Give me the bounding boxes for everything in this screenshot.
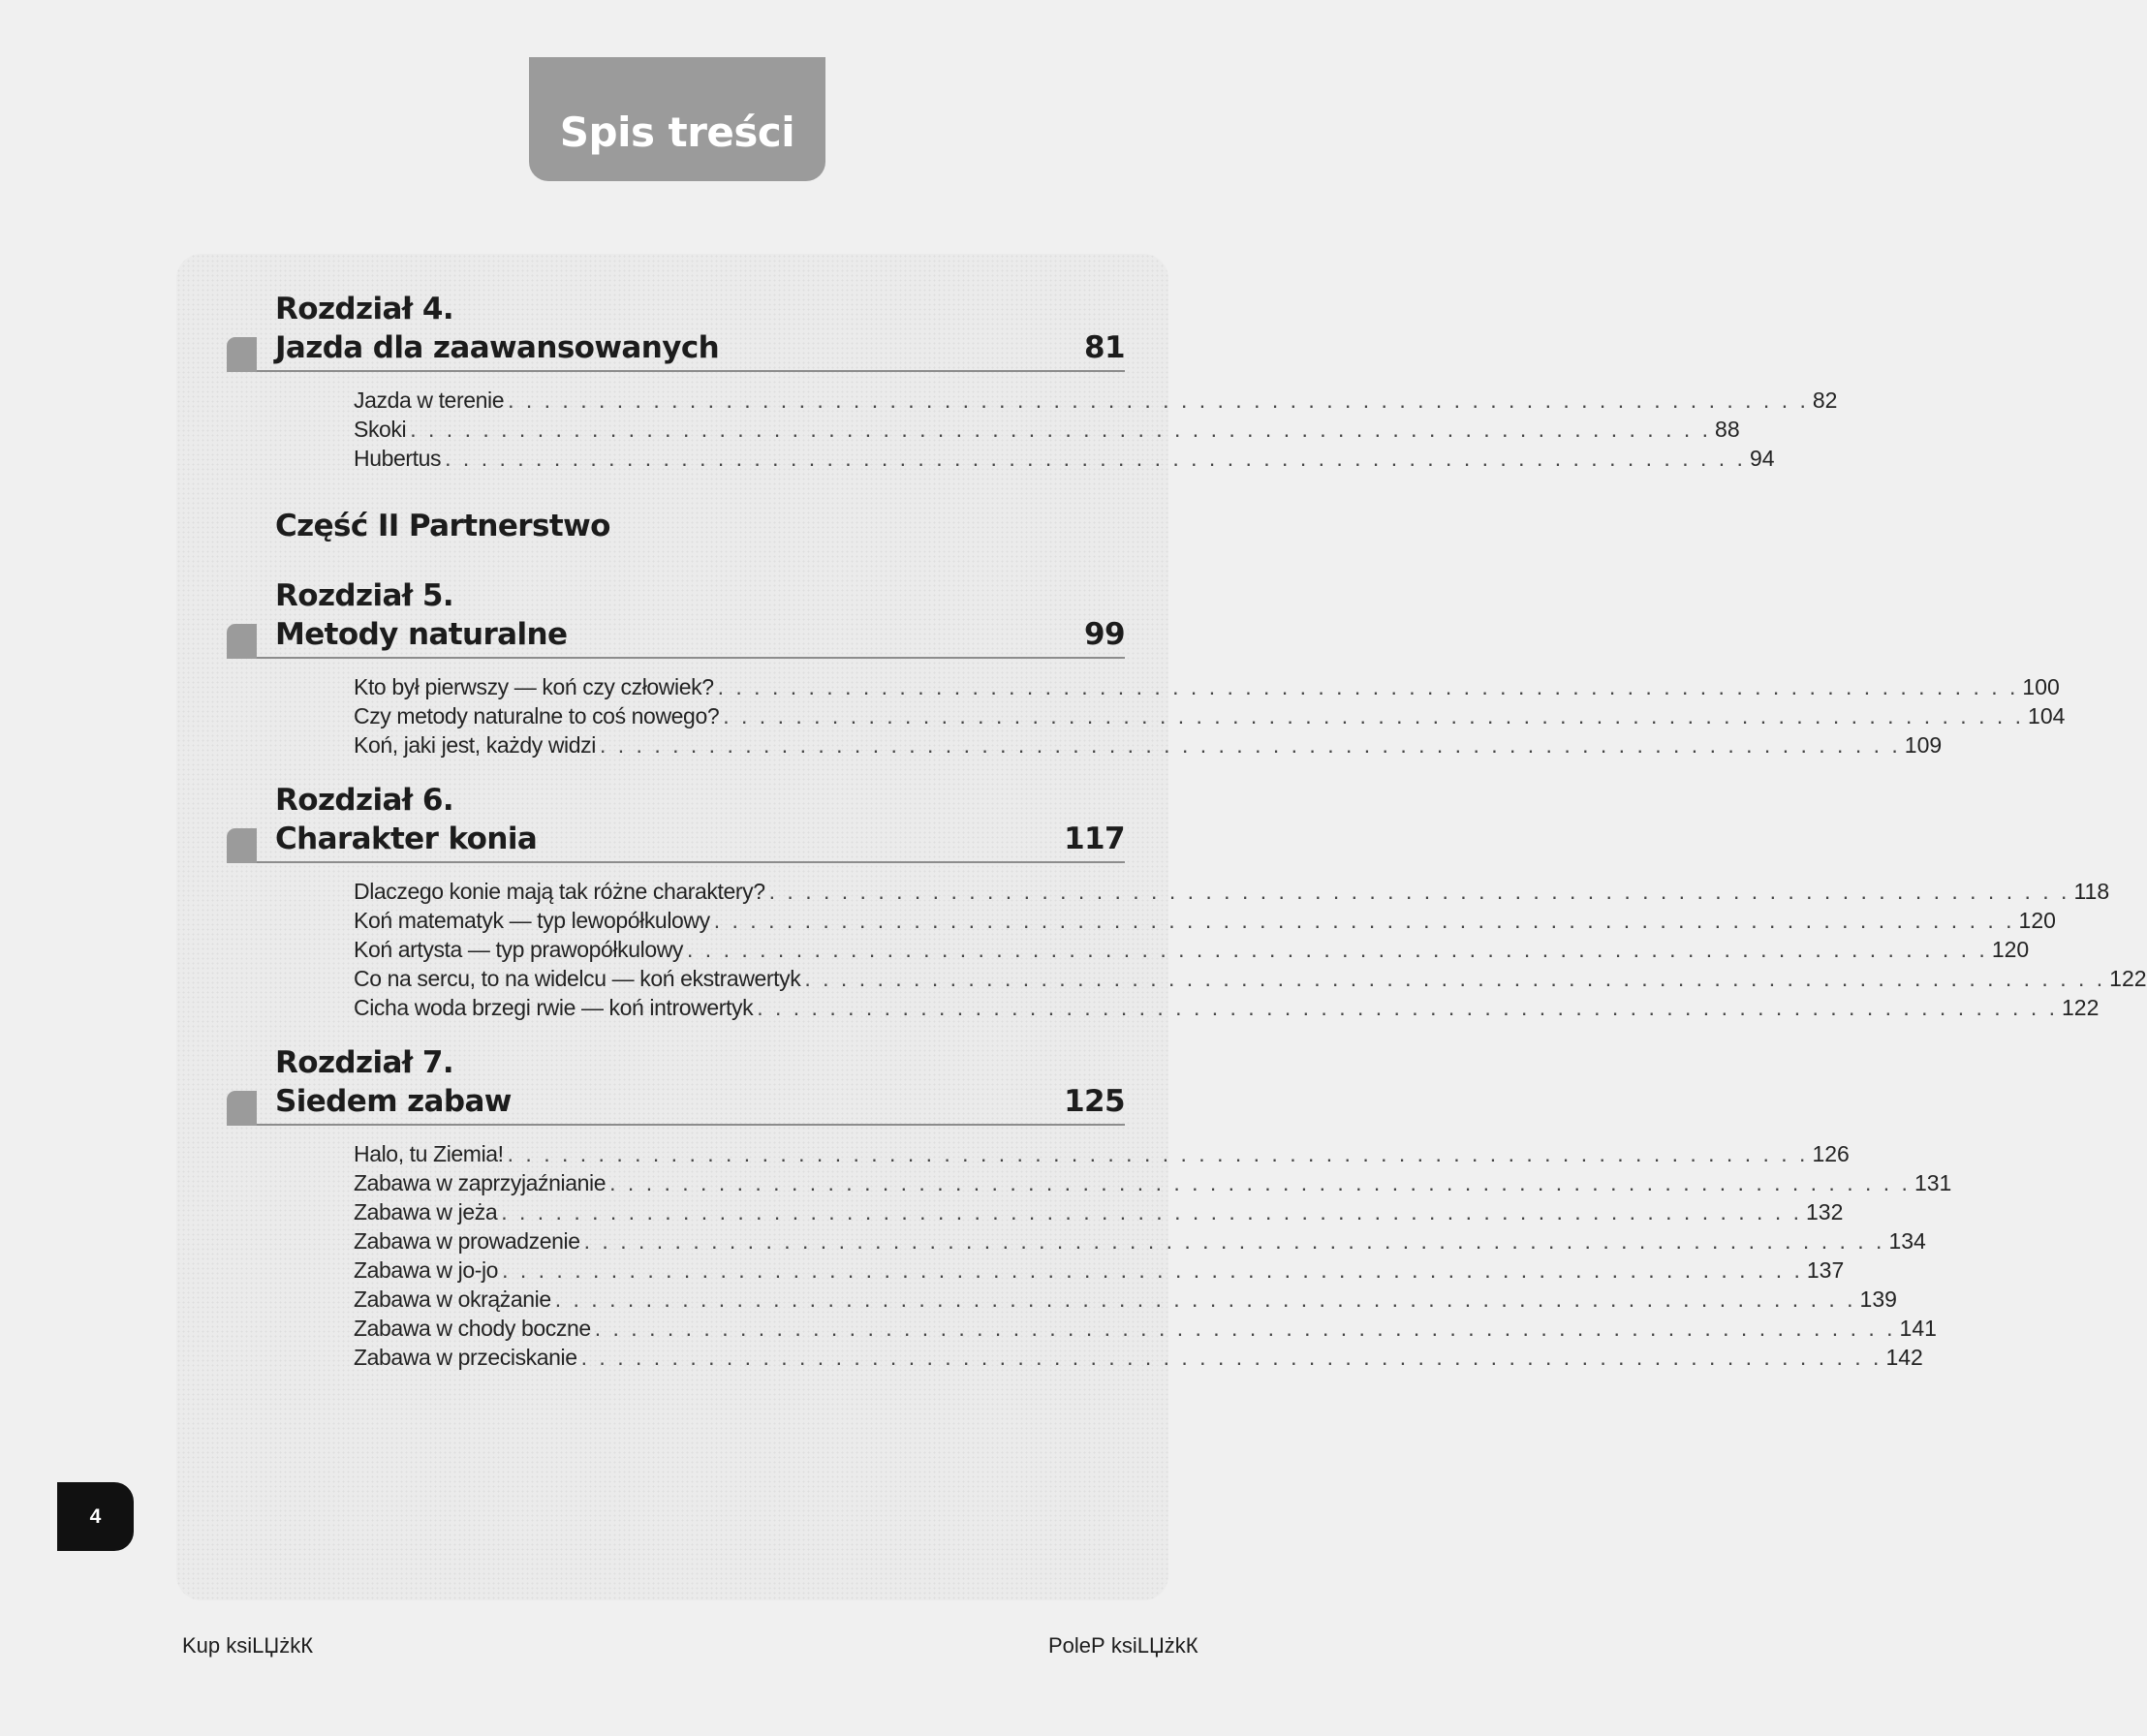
dot-leader: . . . . . . . . . . . . . . . . . . . . . . . . . . . . . . . . . . . . . . . . . . . . . . . . . . . . . . . . . . . . . . . . . . . . . . . .	[717, 674, 2019, 699]
entry-page: 126	[1812, 1141, 1850, 1166]
toc-entry[interactable]	[354, 1226, 1926, 1256]
entry-page: 120	[1991, 937, 2030, 962]
toc-entry[interactable]	[354, 993, 2100, 1022]
dot-leader: . . . . . . . . . . . . . . . . . . . . . . . . . . . . . . . . . . . . . . . . . . . . . . . . . . . . . . . . . . . . . . . . . . . . . . . .	[554, 1286, 1856, 1312]
toc-entry[interactable]	[354, 1168, 1952, 1197]
toc-entry[interactable]	[354, 877, 2110, 906]
toc-entry[interactable]	[354, 444, 1775, 473]
entry-page: 120	[2018, 908, 2056, 933]
dot-leader: . . . . . . . . . . . . . . . . . . . . . . . . . . . . . . . . . . . . . . . . . . . . . . . . . . . . . . . . . . . . . . . . . . . . . . . .	[583, 1228, 1885, 1254]
footer-recommend-link[interactable]: PoleР ksiLЏżkК	[1048, 1633, 1198, 1658]
entry-page: 131	[1914, 1170, 1952, 1195]
chapter-label: Rozdział 7.	[275, 1045, 454, 1080]
toc-entry[interactable]	[354, 672, 2060, 701]
dot-leader: . . . . . . . . . . . . . . . . . . . . . . . . . . . . . . . . . . . . . . . . . . . . . . . . . . . . . . . . . . . . . . . . . . . . . . . .	[594, 1316, 1896, 1341]
entry-page: 139	[1859, 1286, 1897, 1312]
chapter-page: 125	[1064, 1084, 1125, 1119]
part-heading: Część II Partnerstwo	[275, 509, 610, 543]
chapter-4	[227, 289, 1838, 473]
dot-leader: . . . . . . . . . . . . . . . . . . . . . . . . . . . . . . . . . . . . . . . . . . . . . . . . . . . . . . . . . . . . . . . . . . . . . . . .	[713, 908, 2015, 933]
entry-page: 141	[1899, 1316, 1937, 1341]
entry-title: Zabawa w prowadzenie	[354, 1228, 580, 1254]
entry-title: Koń artysta — typ prawopółkulowy	[354, 937, 684, 962]
entry-list	[354, 877, 2147, 1022]
dot-leader: . . . . . . . . . . . . . . . . . . . . . . . . . . . . . . . . . . . . . . . . . . . . . . . . . . . . . . . . . . . . . . . . . . . . . . . .	[501, 1199, 1803, 1224]
entry-list	[354, 386, 1838, 473]
chapter-6	[227, 780, 2147, 1022]
chapter-heading-row	[227, 612, 1125, 659]
dot-leader: . . . . . . . . . . . . . . . . . . . . . . . . . . . . . . . . . . . . . . . . . . . . . . . . . . . . . . . . . . . . . . . . . . . . . . . .	[804, 966, 2106, 991]
chapter-marker	[227, 337, 257, 372]
dot-leader: . . . . . . . . . . . . . . . . . . . . . . . . . . . . . . . . . . . . . . . . . . . . . . . . . . . . . . . . . . . . . . . . . . . . . . . .	[580, 1345, 1883, 1370]
entry-title: Czy metody naturalne to coś nowego?	[354, 703, 720, 728]
chapter-title[interactable]: Metody naturalne	[275, 617, 568, 652]
entry-page: 132	[1806, 1199, 1844, 1224]
toc-entry[interactable]	[354, 1314, 1937, 1343]
page-number: 4	[89, 1504, 102, 1528]
entry-list	[354, 672, 2066, 760]
entry-title: Co na sercu, to na widelcu — koń ekstrawertyk	[354, 966, 801, 991]
page-number-tab	[57, 1482, 134, 1551]
dot-leader: . . . . . . . . . . . . . . . . . . . . . . . . . . . . . . . . . . . . . . . . . . . . . . . . . . . . . . . . . . . . . . . . . . . . . . . .	[609, 1170, 1911, 1195]
entry-title: Zabawa w zaprzyjaźnianie	[354, 1170, 607, 1195]
toc-entry[interactable]	[354, 730, 1943, 760]
chapter-5	[227, 575, 2066, 760]
entry-page: 104	[2028, 703, 2066, 728]
entry-page: 94	[1749, 446, 1775, 471]
entry-title: Dlaczego konie mają tak różne charaktery?	[354, 879, 765, 904]
toc-entry[interactable]	[354, 1285, 1897, 1314]
entry-title: Hubertus	[354, 446, 442, 471]
toc-entry[interactable]	[354, 1197, 1844, 1226]
dot-leader: . . . . . . . . . . . . . . . . . . . . . . . . . . . . . . . . . . . . . . . . . . . . . . . . . . . . . . . . . . . . . . . . . . . . . . . .	[410, 417, 1712, 442]
chapter-marker	[227, 828, 257, 863]
page-title: Spis treści	[559, 108, 795, 156]
toc-entry[interactable]	[354, 1343, 1923, 1372]
dot-leader: . . . . . . . . . . . . . . . . . . . . . . . . . . . . . . . . . . . . . . . . . . . . . . . . . . . . . . . . . . . . . . . . . . . . . . . .	[723, 703, 2025, 728]
title-tab	[529, 57, 825, 181]
dot-leader: . . . . . . . . . . . . . . . . . . . . . . . . . . . . . . . . . . . . . . . . . . . . . . . . . . . . . . . . . . . . . . . . . . . . . . . .	[768, 879, 2070, 904]
chapter-page: 81	[1084, 330, 1125, 365]
chapter-title[interactable]: Siedem zabaw	[275, 1084, 512, 1119]
chapter-heading-row	[227, 817, 1125, 863]
dot-leader: . . . . . . . . . . . . . . . . . . . . . . . . . . . . . . . . . . . . . . . . . . . . . . . . . . . . . . . . . . . . . . . . . . . . . . . .	[445, 446, 1746, 471]
entry-title: Cicha woda brzegi rwie — koń introwertyk	[354, 995, 754, 1020]
chapter-label: Rozdział 4.	[275, 292, 454, 326]
dot-leader: . . . . . . . . . . . . . . . . . . . . . . . . . . . . . . . . . . . . . . . . . . . . . . . . . . . . . . . . . . . . . . . . . . . . . . . .	[507, 1141, 1809, 1166]
toc-entry[interactable]	[354, 386, 1838, 415]
entry-title: Koń matematyk — typ lewopółkulowy	[354, 908, 710, 933]
entry-page: 137	[1806, 1257, 1845, 1283]
entry-page: 142	[1885, 1345, 1923, 1370]
chapter-marker	[227, 1091, 257, 1126]
chapter-marker	[227, 624, 257, 659]
chapter-label: Rozdział 5.	[275, 578, 454, 613]
entry-page: 88	[1715, 417, 1740, 442]
entry-list	[354, 1139, 1952, 1372]
dot-leader: . . . . . . . . . . . . . . . . . . . . . . . . . . . . . . . . . . . . . . . . . . . . . . . . . . . . . . . . . . . . . . . . . . . . . . . .	[687, 937, 1988, 962]
chapter-title[interactable]: Charakter konia	[275, 822, 538, 856]
toc-entry[interactable]	[354, 935, 2030, 964]
chapter-title[interactable]: Jazda dla zaawansowanych	[275, 330, 720, 365]
entry-title: Zabawa w okrążanie	[354, 1286, 551, 1312]
entry-page: 134	[1888, 1228, 1926, 1254]
entry-title: Kto był pierwszy — koń czy człowiek?	[354, 674, 714, 699]
dot-leader: . . . . . . . . . . . . . . . . . . . . . . . . . . . . . . . . . . . . . . . . . . . . . . . . . . . . . . . . . . . . . . . . . . . . . . . .	[508, 388, 1809, 413]
entry-title: Jazda w terenie	[354, 388, 505, 413]
chapter-page: 99	[1084, 617, 1125, 652]
footer-buy-link[interactable]: Kup ksiLЏżkК	[182, 1633, 314, 1658]
toc-entry[interactable]	[354, 906, 2056, 935]
dot-leader: . . . . . . . . . . . . . . . . . . . . . . . . . . . . . . . . . . . . . . . . . . . . . . . . . . . . . . . . . . . . . . . . . . . . . . . .	[502, 1257, 1803, 1283]
chapter-7	[227, 1042, 1952, 1372]
entry-title: Skoki	[354, 417, 407, 442]
entry-page: 109	[1904, 732, 1943, 758]
entry-page: 122	[2062, 995, 2100, 1020]
chapter-label: Rozdział 6.	[275, 783, 454, 818]
entry-title: Koń, jaki jest, każdy widzi	[354, 732, 596, 758]
entry-page: 82	[1812, 388, 1838, 413]
toc-entry[interactable]	[354, 701, 2066, 730]
chapter-heading-row	[227, 326, 1125, 372]
entry-title: Zabawa w chody boczne	[354, 1316, 591, 1341]
entry-page: 100	[2022, 674, 2060, 699]
entry-page: 122	[2109, 966, 2147, 991]
toc-entry[interactable]	[354, 415, 1740, 444]
dot-leader: . . . . . . . . . . . . . . . . . . . . . . . . . . . . . . . . . . . . . . . . . . . . . . . . . . . . . . . . . . . . . . . . . . . . . . . .	[599, 732, 1901, 758]
entry-page: 118	[2073, 879, 2110, 904]
toc-entry[interactable]	[354, 1139, 1850, 1168]
entry-title: Zabawa w jo-jo	[354, 1257, 499, 1283]
dot-leader: . . . . . . . . . . . . . . . . . . . . . . . . . . . . . . . . . . . . . . . . . . . . . . . . . . . . . . . . . . . . . . . . . . . . . . . .	[757, 995, 2059, 1020]
entry-title: Halo, tu Ziemia!	[354, 1141, 504, 1166]
toc-entry[interactable]	[354, 964, 2147, 993]
toc-entry[interactable]	[354, 1256, 1845, 1285]
entry-title: Zabawa w przeciskanie	[354, 1345, 577, 1370]
chapter-heading-row	[227, 1079, 1125, 1126]
chapter-page: 117	[1064, 822, 1125, 856]
entry-title: Zabawa w jeża	[354, 1199, 498, 1224]
